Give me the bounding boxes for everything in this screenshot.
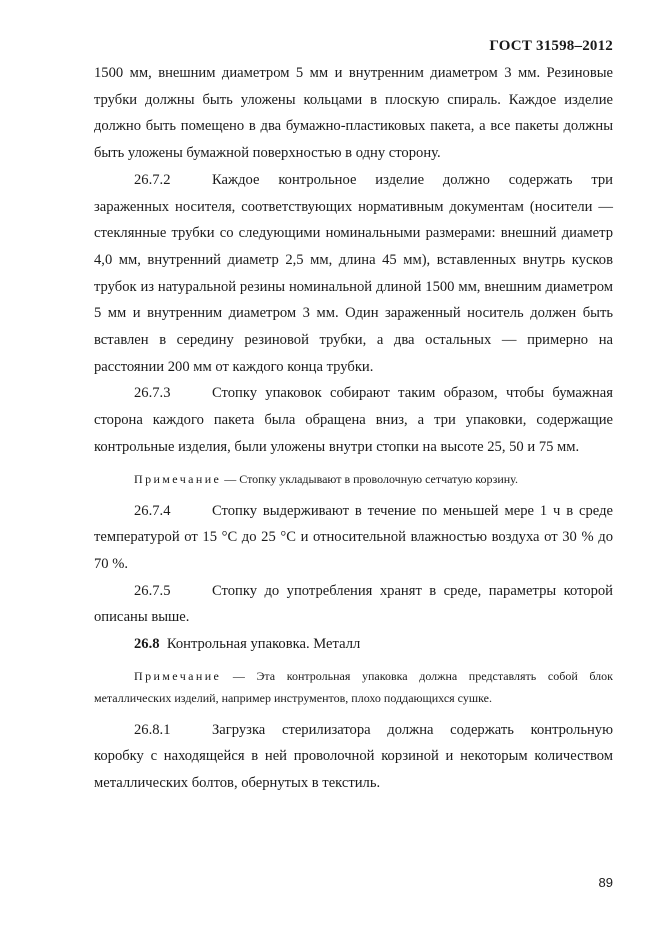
- clause-text: Стопку до употребления хранят в среде, параметры которой описаны выше.: [94, 582, 613, 626]
- clause-26-7-5: [94, 578, 613, 631]
- note-text: — Эта контрольная упаковка должна представлять собой блок металлических изделий, например инструментов, плохо поддающихся сушке.: [94, 668, 613, 705]
- clause-text: Стопку выдерживают в течение по меньшей мере 1 ч в среде температурой от 15 °С до 25 °С и относительной влажностью воздуха от 30 % до 70 %.: [94, 502, 613, 572]
- document-standard-header: ГОСТ 31598–2012: [489, 38, 613, 54]
- clause-number: 26.8.1: [134, 721, 171, 738]
- clause-number: 26.7.4: [134, 502, 171, 519]
- clause-26-7-4: [94, 498, 613, 578]
- note-metal-pack: [94, 665, 613, 709]
- section-number: 26.8: [134, 636, 160, 653]
- clause-26-7-2: [94, 167, 613, 381]
- note-basket: [94, 468, 613, 490]
- clause-text: Стопку упаковок собирают таким образом, чтобы бумажная сторона каждого пакета была обращена вниз, а три упаковки, содержащие контрольные изделия, были уложены внутри стопки на высоте 25, 50 и 75 мм.: [94, 385, 613, 455]
- page-number: 89: [598, 875, 613, 890]
- note-label: Примечание: [134, 471, 222, 486]
- clause-26-8-1: [94, 717, 613, 797]
- paragraph-continuation: 1500 мм, внешним диаметром 5 мм и внутренним диаметром 3 мм. Резиновые трубки должны быть уложены кольцами в плоскую спираль. Каждое изделие должно быть помещено в два бумажно-пластиковых пакета, а все пакеты должны быть уложены бумажной поверхностью в одну сторону.: [94, 65, 613, 162]
- clause-number: 26.7.2: [134, 171, 171, 188]
- clause-text: Загрузка стерилизатора должна содержать контрольную коробку с находящейся в ней проволочной корзиной и некоторым количеством металлических болтов, обернутых в текстиль.: [94, 721, 613, 792]
- note-label: Примечание: [134, 668, 222, 683]
- note-text: — Стопку укладывают в проволочную сетчатую корзину.: [224, 471, 518, 486]
- document-body: [94, 60, 613, 797]
- clause-text: Каждое контрольное изделие должно содержать три зараженных носителя, соответствующих нормативным документам (носители — стеклянные трубки со следующими номинальными размерами: внешний диаметр 4,0 мм, внутренний диаметр 2,5 мм, длина 45 мм), вставленных внутрь кусков трубок из натуральной резины номинальной длиной 1500 мм, внешним диаметром 5 мм и внутренним диаметром 3 мм. Один зараженный носитель должен быть вставлен в середину резиновой трубки, а два остальных — примерно на расстоянии 200 мм от каждого конца трубки.: [94, 171, 613, 375]
- clause-number: 26.7.5: [134, 582, 171, 599]
- section-heading-26-8: [94, 631, 613, 658]
- clause-number: 26.7.3: [134, 385, 171, 402]
- section-title: Контрольная упаковка. Металл: [166, 636, 361, 653]
- clause-26-7-3: [94, 380, 613, 460]
